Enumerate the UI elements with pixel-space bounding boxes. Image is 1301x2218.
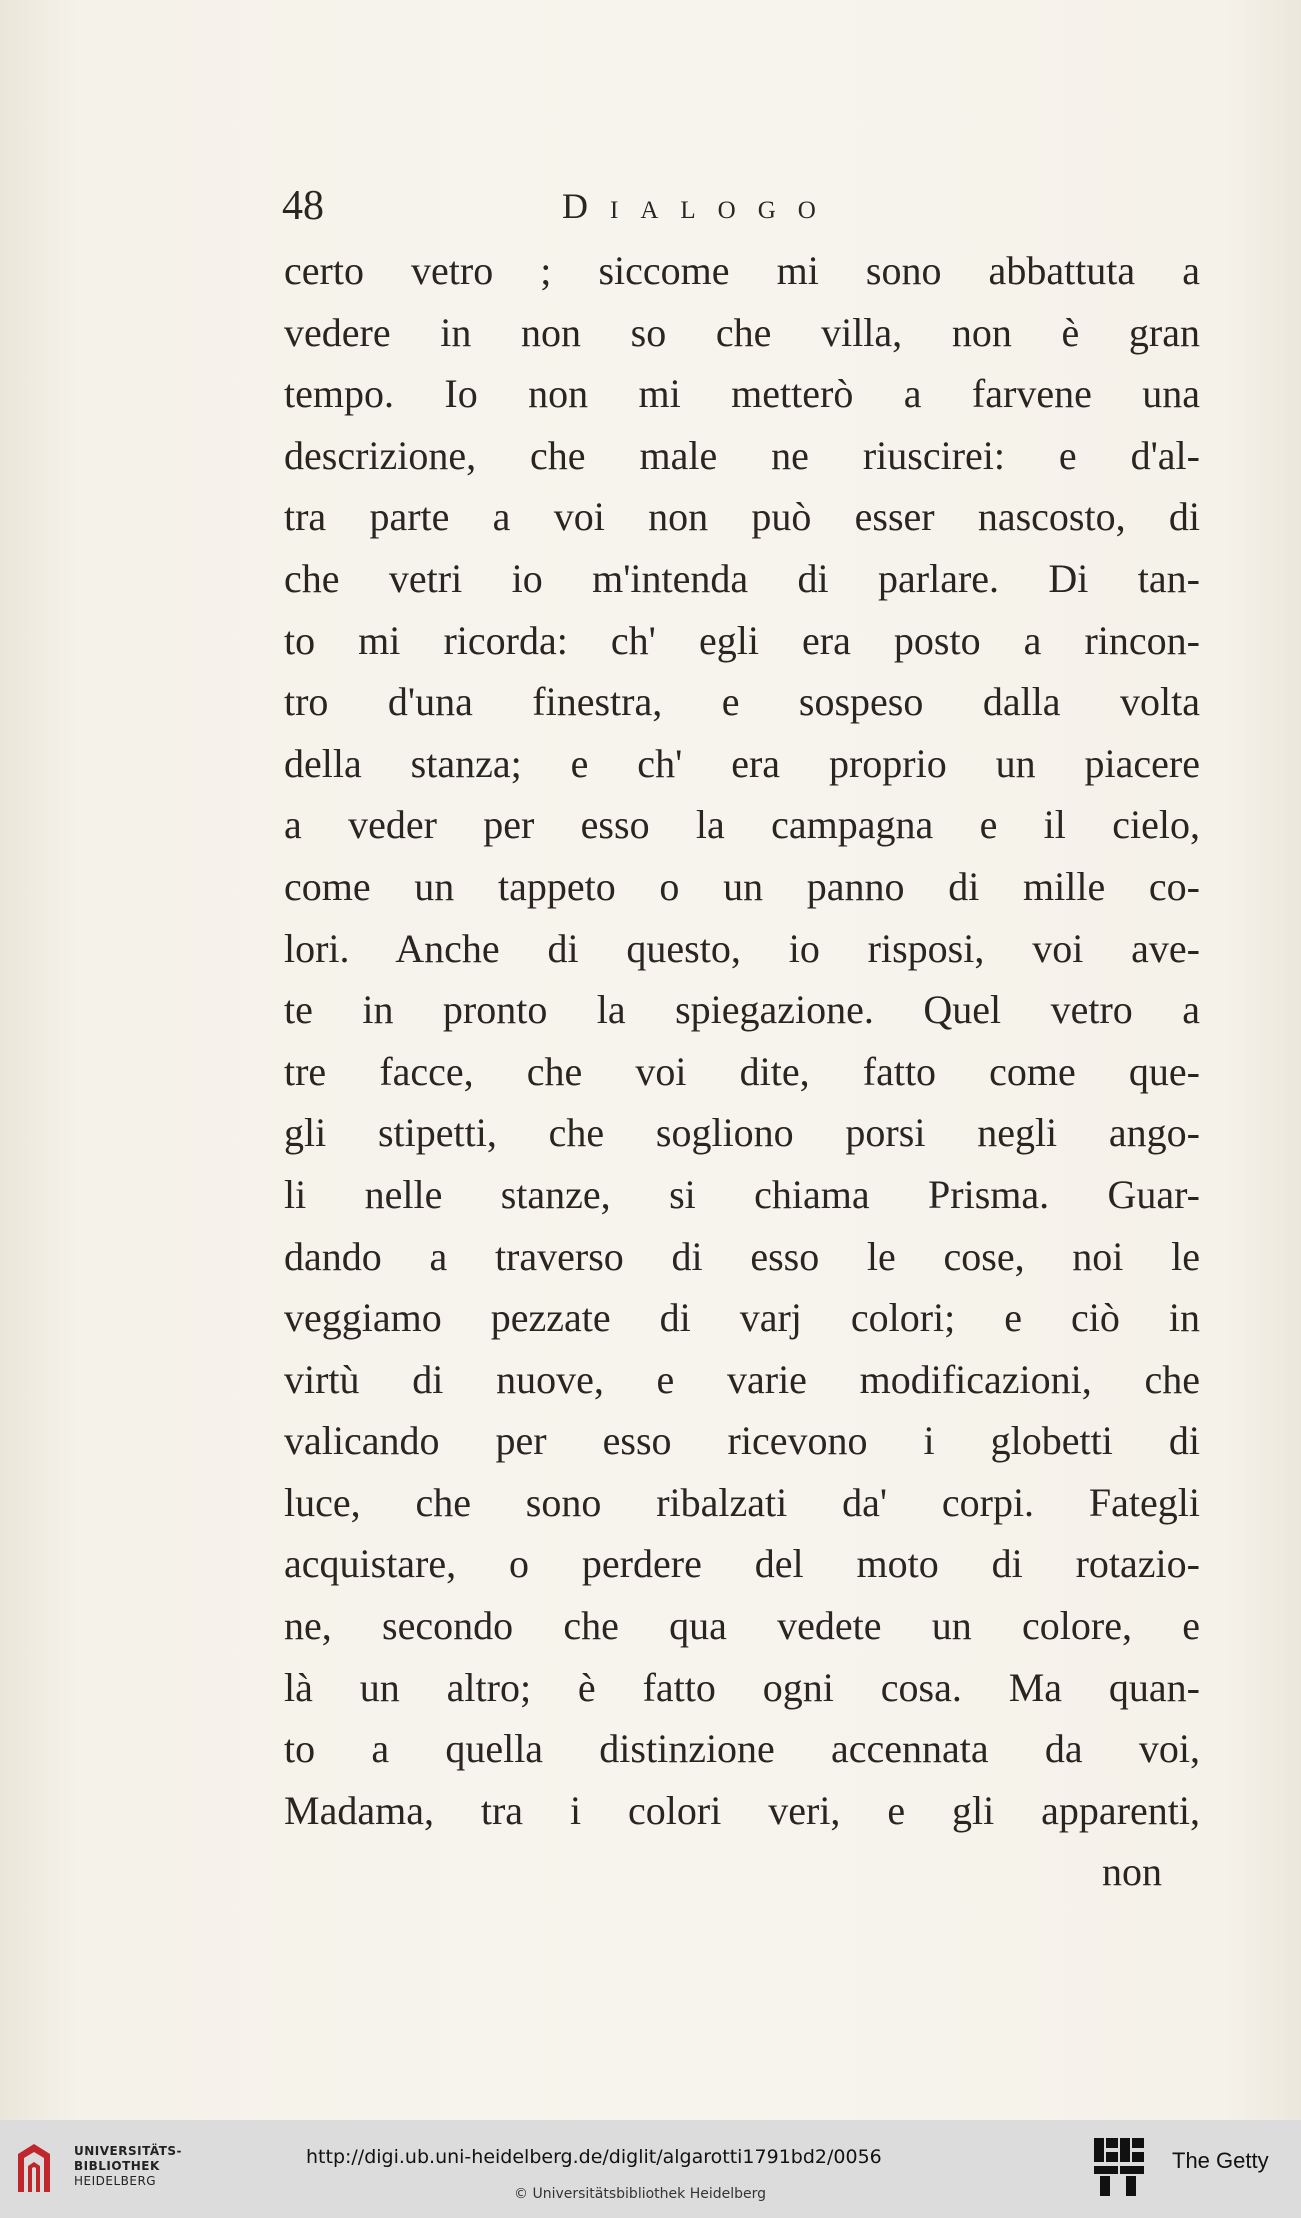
text-line: gli stipetti, che sogliono porsi negli ango- <box>284 1110 1200 1156</box>
copyright-notice: © Universitätsbibliothek Heidelberg <box>514 2186 767 2202</box>
text-line: valicando per esso ricevono i globetti di <box>284 1418 1200 1464</box>
text-line: virtù di nuove, e varie modificazioni, che <box>284 1356 1200 1402</box>
text-line: tre facce, che voi dite, fatto come que- <box>284 1048 1200 1094</box>
text-line: della stanza; e ch' era proprio un piacere <box>284 740 1200 786</box>
library-name <box>74 2144 182 2189</box>
text-line: tra parte a voi non può esser nascosto, di <box>284 494 1200 540</box>
catchword: non <box>1102 1849 1162 1895</box>
page-number: 48 <box>282 183 324 229</box>
text-line: descrizione, che male ne riuscirei: e d'al- <box>284 432 1200 478</box>
text-line: che vetri io m'intenda di parlare. Di tan- <box>284 555 1200 601</box>
body-text <box>284 240 1200 1903</box>
text-line: lori. Anche di questo, io risposi, voi ave- <box>284 925 1200 971</box>
text-line: tro d'una finestra, e sospeso dalla volta <box>284 679 1200 725</box>
partner-name: The Getty <box>1172 2148 1269 2173</box>
text-line: ne, secondo che qua vedete un colore, e <box>284 1603 1200 1649</box>
getty-logo-icon <box>1092 2136 1146 2198</box>
library-logo-icon <box>14 2140 54 2196</box>
library-name-line2: BIBLIOTHEK <box>74 2159 160 2173</box>
library-name-line3: HEIDELBERG <box>74 2174 157 2188</box>
text-line: dando a traverso di esso le cose, noi le <box>284 1233 1200 1279</box>
text-line: tempo. Io non mi metterò a farvene una <box>284 371 1200 417</box>
text-line: to a quella distinzione accennata da voi, <box>284 1726 1200 1772</box>
text-line: come un tappeto o un panno di mille co- <box>284 863 1200 909</box>
library-name-line1: UNIVERSITÄTS- <box>74 2144 183 2158</box>
text-line: Madama, tra i colori veri, e gli apparenti, <box>284 1787 1200 1833</box>
text-line: veggiamo pezzate di varj colori; e ciò in <box>284 1295 1200 1341</box>
viewer-footer <box>0 2120 1301 2218</box>
text-line: a veder per esso la campagna e il cielo, <box>284 802 1200 848</box>
text-line: te in pronto la spiegazione. Quel vetro a <box>284 987 1200 1033</box>
permalink-url[interactable]: http://digi.ub.uni-heidelberg.de/diglit/algarotti1791bd2/0056 <box>306 2146 882 2168</box>
text-line: vedere in non so che villa, non è gran <box>284 309 1200 355</box>
text-line: to mi ricorda: ch' egli era posto a rincon- <box>284 617 1200 663</box>
text-line: là un altro; è fatto ogni cosa. Ma quan- <box>284 1664 1200 1710</box>
running-title: Dialogo <box>562 186 838 226</box>
text-line: acquistare, o perdere del moto di rotazio- <box>284 1541 1200 1587</box>
page-header <box>282 176 1182 236</box>
text-line: certo vetro ; siccome mi sono abbattuta a <box>284 248 1200 293</box>
text-line: li nelle stanze, si chiama Prisma. Guar- <box>284 1171 1200 1217</box>
text-line: luce, che sono ribalzati da' corpi. Fategli <box>284 1479 1200 1525</box>
